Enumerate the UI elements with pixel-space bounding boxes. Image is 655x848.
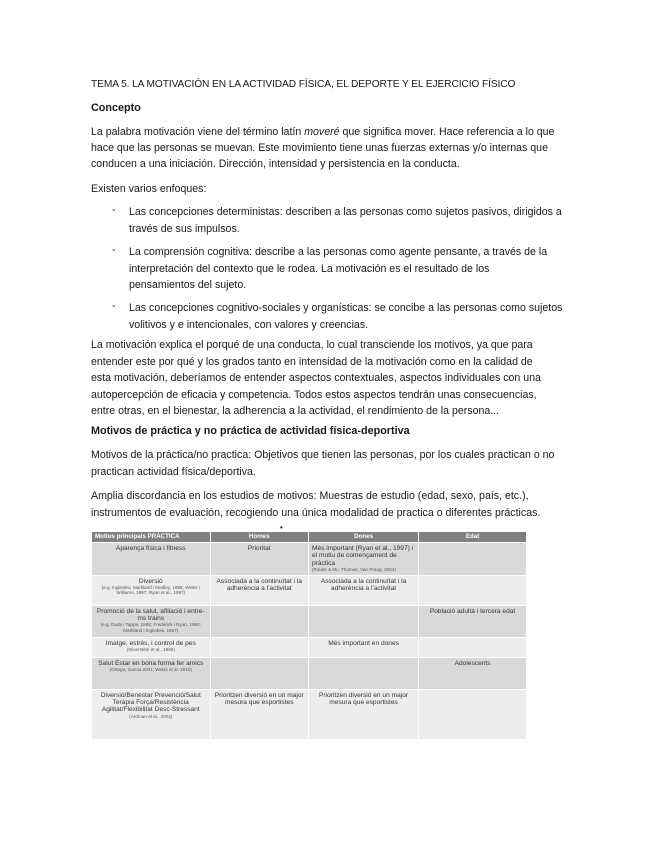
paragraph-line: autopercepción de eficacia y competencia. Todos estos aspectos tendrán unas consecuencias, (91, 388, 537, 401)
table-cell (210, 543, 308, 576)
table-cell (308, 575, 418, 605)
bullet-line: interpretación del contexto que le rodea. La motivación es el resultado de los (129, 262, 490, 275)
table-cell (92, 605, 211, 637)
cell-citation: (Ortega, Garcia 2001; Weiss et al. 2010) (109, 667, 192, 673)
table-cell (308, 605, 418, 637)
bullet-item (129, 204, 569, 237)
cell-text: Salut Estar en bona forma fer amics (98, 659, 204, 667)
table-row (92, 543, 527, 576)
table-row (92, 689, 527, 739)
motivos-paragraph-1 (91, 447, 571, 480)
table-cell (419, 543, 527, 576)
cell-text: Població adulta i tercera edat (429, 607, 516, 615)
bullet-dash: - (112, 244, 116, 256)
table-header-cell: Dones (308, 532, 418, 543)
concepto-paragraph-1-line-1 (91, 124, 571, 141)
bullet-line: Las concepciones cognitivo-sociales y organísticas: se concibe a las personas como sujetos (129, 302, 563, 314)
table-cell (308, 689, 418, 739)
cell-text: Prioritzen diversió en un major mesura que esportistes (319, 691, 409, 707)
table-cell (419, 689, 527, 739)
paragraph-line: La motivación explica el porqué de una conducta, lo cual transciende los motivos, ya que para (91, 339, 533, 351)
bullet-line: La comprensión cognitiva: describe a las personas como agente pensante, a través de la (129, 246, 548, 258)
cell-text: Prioritat (247, 545, 271, 552)
table-cell (210, 605, 308, 637)
cell-text: Més important en dones (328, 639, 399, 647)
cell-text: Aparença física i fitness (115, 545, 186, 552)
paragraph-line: practican actividad física/deportiva. (91, 465, 256, 478)
motives-table (91, 531, 527, 740)
p1-before: La palabra motivación viene del término latín (91, 126, 305, 138)
bullet-line: Las concepciones deterministas: describen a las personas como sujetos pasivos, dirigidos a (129, 206, 562, 218)
p1-italic-word: moveré (304, 126, 340, 138)
cell-text: Promoció de la salut, afiliació i entre-ms trains (96, 607, 205, 623)
table-cell (92, 637, 211, 657)
bullet-line: través de sus impulsos. (129, 222, 240, 235)
table-cell (419, 605, 527, 637)
paragraph-line: entre otras, en el bienestar, la adherencia a la actividad, el rendimiento de la persona... (91, 405, 500, 417)
table-header-cell: Motius principals PRÀCTICA (92, 532, 211, 543)
table-cell (92, 543, 211, 576)
table-cell (419, 575, 527, 605)
cell-text: Prioritzen diversió en un major mesura que esportistes (214, 691, 304, 707)
concepto-paragraph-2: Existen varios enfoques: (91, 183, 207, 195)
table-header-row (92, 532, 527, 543)
table-cell (419, 637, 527, 657)
paragraph-line: instrumentos de evaluación, recogiendo una única modalidad de practica o diferentes prácticas. (91, 506, 541, 519)
table-cell (92, 657, 211, 689)
paragraph-line: entender este por qué y los grados tanto en intensidad de la motivación como en la calidad de (91, 355, 533, 368)
table-header-cell: Homes (210, 532, 308, 543)
table-row (92, 605, 527, 637)
cell-citation: (e.g. Ingledew, Markland i Medley, 1998; Weiss i Williams, 1997; Ryan et al., 1997) (101, 585, 200, 596)
cell-citation: (e.g. Duda i Tappe, 1988; Frederick i Ryan, 1993; Markland i Ingledew, 1997) (100, 622, 201, 633)
cell-text: Adolescents (454, 659, 491, 667)
table-cell (92, 575, 211, 605)
cell-text: Diversió (138, 577, 163, 585)
table-cell (308, 543, 418, 576)
table-row (92, 575, 527, 605)
table-cell (210, 575, 308, 605)
bullet-line: pensamientos del sujeto. (129, 279, 247, 291)
table-cell (92, 689, 211, 739)
cell-citation: (Silverstein et al., 1988) (126, 647, 175, 653)
table-cell (419, 657, 527, 689)
bullet-line: volitivos y e intencionales, con valores y creencias. (129, 318, 369, 331)
concepto-paragraph-3 (91, 337, 571, 420)
p1-after: que significa mover. Hace referencia a lo que (339, 126, 555, 138)
cell-text: Diversió/Benestar Prevenció/Salut Teràpia Força/Resistència Agilitat/Flexibilitat Desc-Stressant (100, 691, 201, 714)
bullet-item (129, 244, 569, 294)
table-cell (210, 637, 308, 657)
cell-text: Imatge, estrès, i control de pes (105, 639, 196, 647)
decorative-dot: • (280, 523, 283, 532)
table-cell (308, 657, 418, 689)
motivos-paragraph-2 (91, 488, 571, 521)
table-header-cell: Edat (419, 532, 527, 543)
table-cell (210, 657, 308, 689)
motivos-heading: Motivos de práctica y no práctica de actividad física-deportiva (91, 425, 410, 437)
concepto-paragraph-1-line-3: conducen a una iniciación. Dirección, intensidad y persistencia en la conducta. (91, 158, 460, 170)
table-cell (210, 689, 308, 739)
cell-text: Associada a la continuïtat i la adherència a l'activitat (320, 577, 407, 593)
document-title: TEMA 5. LA MOTIVACIÓN EN LA ACTIVIDAD FÍSICA, EL DEPORTE Y EL EJERCICIO FÍSICO (91, 79, 516, 90)
bullet-item (129, 300, 569, 333)
cell-citation: (Ardman et al., 2002) (129, 713, 173, 719)
bullet-dash: - (112, 300, 116, 312)
paragraph-line: Motivos de la práctica/no practica: Objetivos que tienen las personas, por los cuales practican o no (91, 449, 555, 461)
cell-text: Més important (Ryan et al., 1997) i el motiu de començament de pràctica (311, 545, 414, 567)
table-row (92, 657, 527, 689)
cell-text: Associada a la continuïtat i la adherència a l'activitat (216, 577, 302, 593)
concepto-paragraph-1-line-2: hace que las personas se muevan. Este movimiento tiene unas fuerzas externas y/o internas que (91, 142, 548, 154)
bullet-dash: - (112, 204, 116, 216)
table-cell (308, 637, 418, 657)
paragraph-line: Amplia discordancia en los estudios de motivos: Muestras de estudio (edad, sexo, país, etc.), (91, 490, 529, 502)
cell-citation: (Rouse & Mc. Thomas, Van Praag, 2004) (311, 567, 396, 573)
concepto-heading: Concepto (91, 102, 141, 114)
table-row (92, 637, 527, 657)
paragraph-line: esta motivación, deberíamos de entender aspectos contextuales, aspectos individuales con una (91, 372, 541, 384)
